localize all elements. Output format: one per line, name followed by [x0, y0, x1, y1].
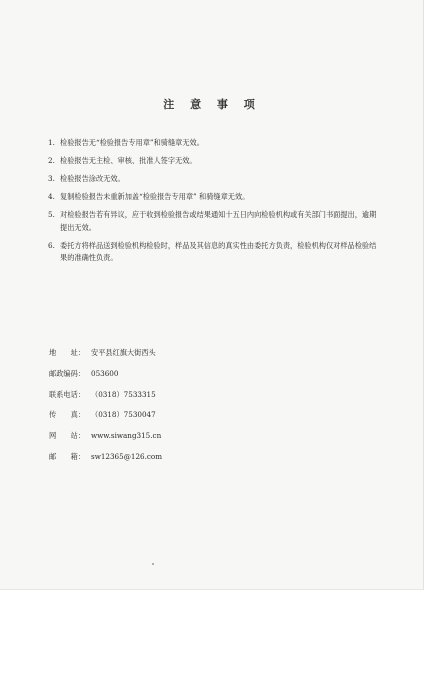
contact-postcode: [49, 370, 349, 378]
notice-text: 对检验报告若有异议，应于收到检验报告或结果通知十五日内向检验机构或有关部门书面提出，逾期提出无效。: [60, 210, 377, 232]
contact-value: （0318）7530047: [91, 410, 156, 420]
contact-fax: [49, 411, 349, 419]
contact-value: （0318）7533315: [91, 389, 156, 399]
contact-label: 联系电话：: [49, 389, 85, 399]
page-title: 注 意 事 项: [163, 98, 261, 111]
contact-label: 邮政编码：: [49, 368, 85, 378]
contact-value: sw12365@126.com: [91, 451, 163, 461]
notice-number: 3.: [48, 174, 55, 183]
notice-number: 1.: [48, 138, 55, 147]
notice-item: [48, 155, 378, 168]
notice-number: 6.: [48, 240, 55, 250]
contact-label: 传 真：: [49, 410, 85, 420]
notice-text: 委托方将样品送到检验机构检验时，样品及其信息的真实性由委托方负责，检验机构仅对样品检验结果的准确性负责。: [60, 240, 377, 262]
contact-website: [49, 432, 349, 440]
notice-text: 复制检验报告未重新加盖“检验报告专用章” 和骑缝章无效。: [60, 192, 250, 201]
notice-text: 检验报告无“检验报告专用章”和骑缝章无效。: [60, 138, 204, 147]
notice-item: [48, 137, 378, 150]
contact-label: 网 站：: [49, 431, 85, 441]
contact-value: 安平县红旗大街西头: [91, 348, 156, 357]
notice-number: 2.: [48, 156, 55, 165]
notice-text: 检验报告涂改无效。: [60, 174, 125, 183]
notice-item: [48, 209, 378, 234]
notice-item: [48, 173, 378, 186]
notice-item: [48, 240, 378, 265]
contact-info: [49, 349, 349, 474]
notice-text: 检验报告无主检、审核、批准人签字无效。: [60, 156, 197, 165]
contact-label: 邮 箱：: [49, 451, 85, 461]
contact-value: 053600: [91, 368, 119, 378]
notice-item: [48, 191, 378, 204]
notice-list: [48, 137, 378, 270]
contact-value: www.siwang315.cn: [91, 431, 162, 441]
contact-label: 地 址：: [49, 348, 85, 357]
notice-number: 5.: [48, 210, 55, 219]
contact-phone: [49, 391, 349, 399]
notice-number: 4.: [48, 192, 55, 201]
scan-speck: [152, 563, 154, 565]
contact-address: [49, 349, 349, 357]
contact-email: [49, 453, 349, 461]
